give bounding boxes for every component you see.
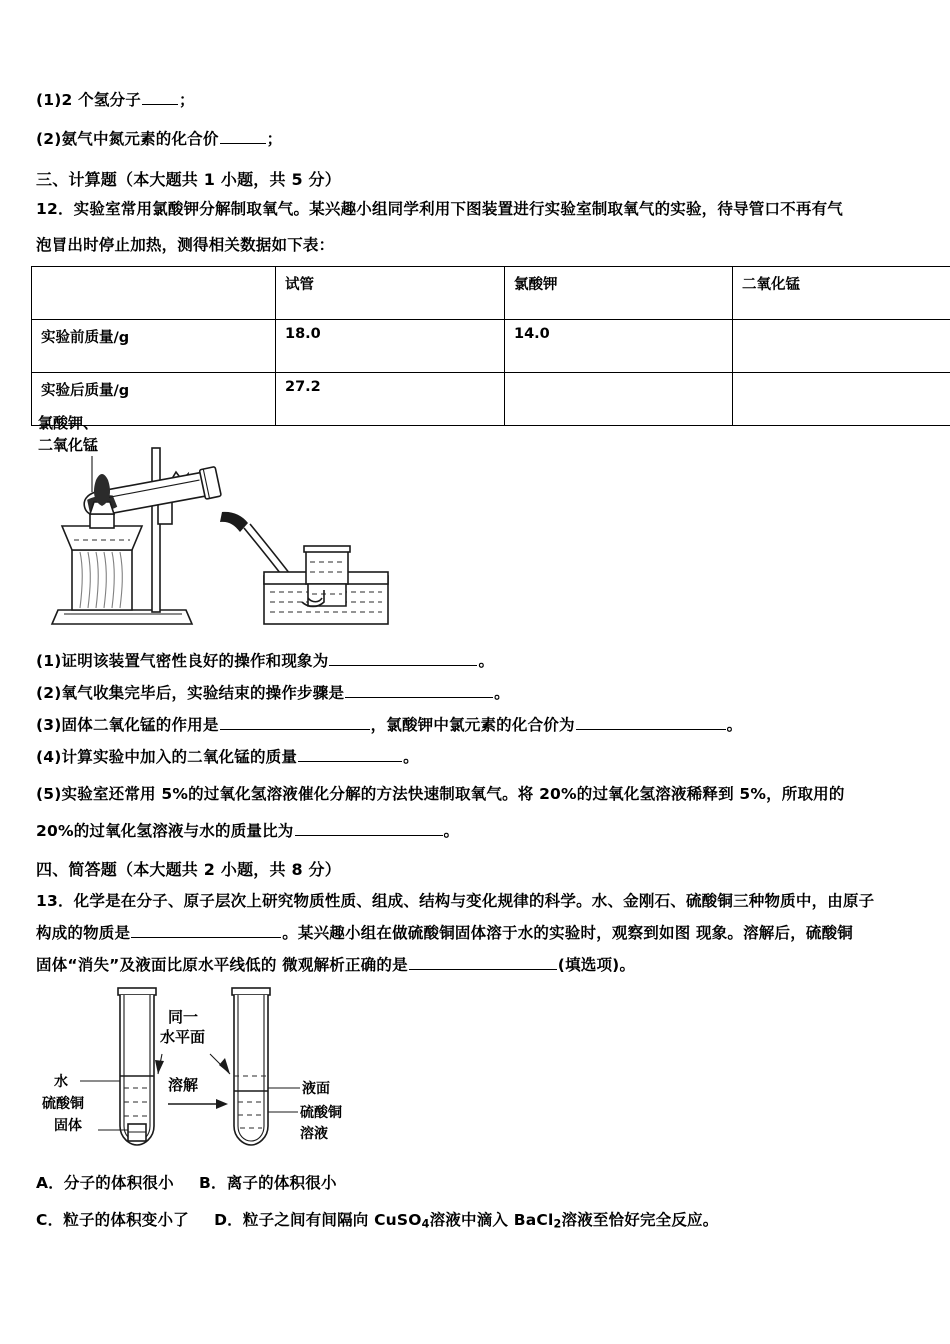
sub-question-12-2-post: 。 xyxy=(494,684,510,702)
question-13-line-1 xyxy=(36,889,874,911)
question-13-line-3 xyxy=(36,953,635,975)
solution-label-line2: 溶液 xyxy=(300,1126,328,1142)
table-row-0-label: 实验前质量/g xyxy=(32,320,276,373)
test-tube-dissolution-figure xyxy=(40,978,380,1150)
water-label: 水 xyxy=(54,1074,68,1090)
sub-question-12-3-post: 。 xyxy=(726,716,743,734)
sub-question-12-5-line-2 xyxy=(36,819,459,841)
fill-in-item-2-tail: ； xyxy=(266,130,283,148)
option-d-key: D． xyxy=(214,1211,243,1229)
option-d-text-part1: 粒子之间有间隔向 CuSO xyxy=(242,1211,422,1229)
question-13-text-1: 化学是在分子、原子层次上研究物质性质、组成、结构与变化规律的科学。水、金刚石、硫酸铜三种物质中，由原子 xyxy=(73,892,875,910)
fill-in-item-2-blank[interactable] xyxy=(220,129,266,144)
fill-in-item-1-blank[interactable] xyxy=(142,90,178,105)
same-level-label-line1: 同一 xyxy=(168,1008,199,1026)
sub-question-12-4-pre: (4)计算实验中加入的二氧化锰的质量 xyxy=(36,748,298,766)
table-row-0-cell-0: 18.0 xyxy=(276,320,505,373)
question-13-line-2-post: 。某兴趣小组在做硫酸铜固体溶于水的实验时，观察到如图 现象。溶解后，硫酸铜 xyxy=(282,924,854,942)
fill-in-item-1-text: (1)2 个氢分子 xyxy=(36,91,141,109)
sub-question-12-2-blank[interactable] xyxy=(345,683,493,698)
option-c-key: C． xyxy=(36,1211,64,1229)
sub-question-12-3 xyxy=(36,713,742,735)
table-header-row xyxy=(32,267,950,320)
same-level-label-line2: 水平面 xyxy=(160,1028,206,1046)
option-d-text-part2: 溶液中滴入 BaCl xyxy=(429,1211,554,1229)
table-row-0-cell-2 xyxy=(733,320,950,373)
table-header-cell-3: 二氧化锰 xyxy=(733,267,950,320)
option-b-key: B． xyxy=(199,1174,227,1192)
option-d-subscript-2: 2 xyxy=(553,1217,562,1231)
option-d-text-part3: 溶液至恰好完全反应。 xyxy=(561,1211,719,1229)
question-12-number: 12． xyxy=(36,200,74,218)
question-13-blank-2[interactable] xyxy=(409,955,557,970)
sub-question-12-3-pre: (3)固体二氧化锰的作用是 xyxy=(36,716,219,734)
question-13-number: 13． xyxy=(36,892,74,910)
option-d-subscript-1: 4 xyxy=(421,1217,430,1231)
table-header-cell-1: 试管 xyxy=(276,267,505,320)
sub-question-12-4 xyxy=(36,745,419,767)
question-13-line-2-pre: 构成的物质是 xyxy=(36,924,131,942)
sub-question-12-5-blank[interactable] xyxy=(295,821,443,836)
sub-question-12-3-blank-1[interactable] xyxy=(220,715,370,730)
sub-question-12-1-blank[interactable] xyxy=(329,651,477,666)
table-row-1-label: 实验后质量/g xyxy=(32,373,276,426)
option-a[interactable] xyxy=(36,1174,174,1192)
question-13-line-3-pre: 固体“消失”及液面比原水平线低的 微观解析正确的是 xyxy=(36,956,408,974)
sub-question-12-1 xyxy=(36,649,494,671)
option-c-text: 粒子的体积变小了 xyxy=(63,1211,189,1229)
option-d[interactable] xyxy=(214,1211,718,1229)
option-a-text: 分子的体积很小 xyxy=(63,1174,174,1192)
sub-question-12-1-pre: (1)证明该装置气密性良好的操作和现象为 xyxy=(36,652,329,670)
experiment-data-table xyxy=(31,266,950,426)
question-13-blank-1[interactable] xyxy=(131,923,281,938)
fill-in-item-2-text: (2)氨气中氮元素的化合价 xyxy=(36,130,219,148)
sub-question-12-3-mid: ，氯酸钾中氯元素的化合价为 xyxy=(370,716,575,734)
sub-question-12-5-post: 。 xyxy=(443,822,460,840)
table-header-cell-0 xyxy=(32,267,276,320)
table-row xyxy=(32,320,950,373)
options-row-2 xyxy=(36,1208,718,1230)
oxygen-apparatus-figure xyxy=(36,410,396,642)
table-row-0-cell-1: 14.0 xyxy=(505,320,733,373)
apparatus-label-line2: 二氧化锰 xyxy=(38,436,99,454)
fill-in-item-2 xyxy=(36,127,282,149)
option-b-text: 离子的体积很小 xyxy=(226,1174,337,1192)
option-a-key: A． xyxy=(36,1174,64,1192)
section-three-heading: 三、计算题（本大题共 1 小题，共 5 分） xyxy=(36,170,341,189)
sub-question-12-4-blank[interactable] xyxy=(298,747,402,762)
option-c[interactable] xyxy=(36,1211,189,1229)
options-row-1 xyxy=(36,1171,337,1193)
table-row-1-cell-1 xyxy=(505,373,733,426)
option-b[interactable] xyxy=(199,1174,337,1192)
question-12-stem-line-2: 泡冒出时停止加热，测得相关数据如下表： xyxy=(36,236,335,254)
sub-question-12-1-post: 。 xyxy=(478,652,495,670)
question-13-line-3-post: (填选项)。 xyxy=(557,956,636,974)
table-row-1-cell-0: 27.2 xyxy=(276,373,505,426)
solid-label: 固体 xyxy=(54,1118,82,1134)
sub-question-12-2-pre: (2)氧气收集完毕后，实验结束的操作步骤是 xyxy=(36,684,345,702)
sub-question-12-3-blank-2[interactable] xyxy=(576,715,726,730)
sub-question-12-5-line-1: (5)实验室还常用 5%的过氧化氢溶液催化分解的方法快速制取氧气。将 20%的过氧化氢溶液稀释到 5%，所取用的 xyxy=(36,785,845,803)
question-12-stem-text-1: 实验室常用氯酸钾分解制取氧气。某兴趣小组同学利用下图装置进行实验室制取氧气的实验，待导管口不再有气 xyxy=(73,200,843,218)
solution-label-line1: 硫酸铜 xyxy=(300,1105,342,1121)
sub-question-12-5-pre: 20%的过氧化氢溶液与水的质量比为 xyxy=(36,822,294,840)
sub-question-12-2 xyxy=(36,681,510,703)
question-13-line-2 xyxy=(36,921,853,943)
liquid-surface-label: 液面 xyxy=(302,1081,330,1097)
fill-in-item-1 xyxy=(36,88,195,110)
dissolve-label: 溶解 xyxy=(168,1076,199,1094)
table-header-cell-2: 氯酸钾 xyxy=(505,267,733,320)
fill-in-item-1-tail: ； xyxy=(178,91,195,109)
section-four-heading: 四、简答题（本大题共 2 小题，共 8 分） xyxy=(36,860,341,879)
question-12-stem-line-1 xyxy=(36,197,843,219)
sub-question-12-4-post: 。 xyxy=(403,748,419,766)
apparatus-label-line1: 氯酸钾、 xyxy=(38,414,99,432)
copper-sulfate-label: 硫酸铜 xyxy=(42,1096,84,1112)
table-row-1-cell-2 xyxy=(733,373,950,426)
